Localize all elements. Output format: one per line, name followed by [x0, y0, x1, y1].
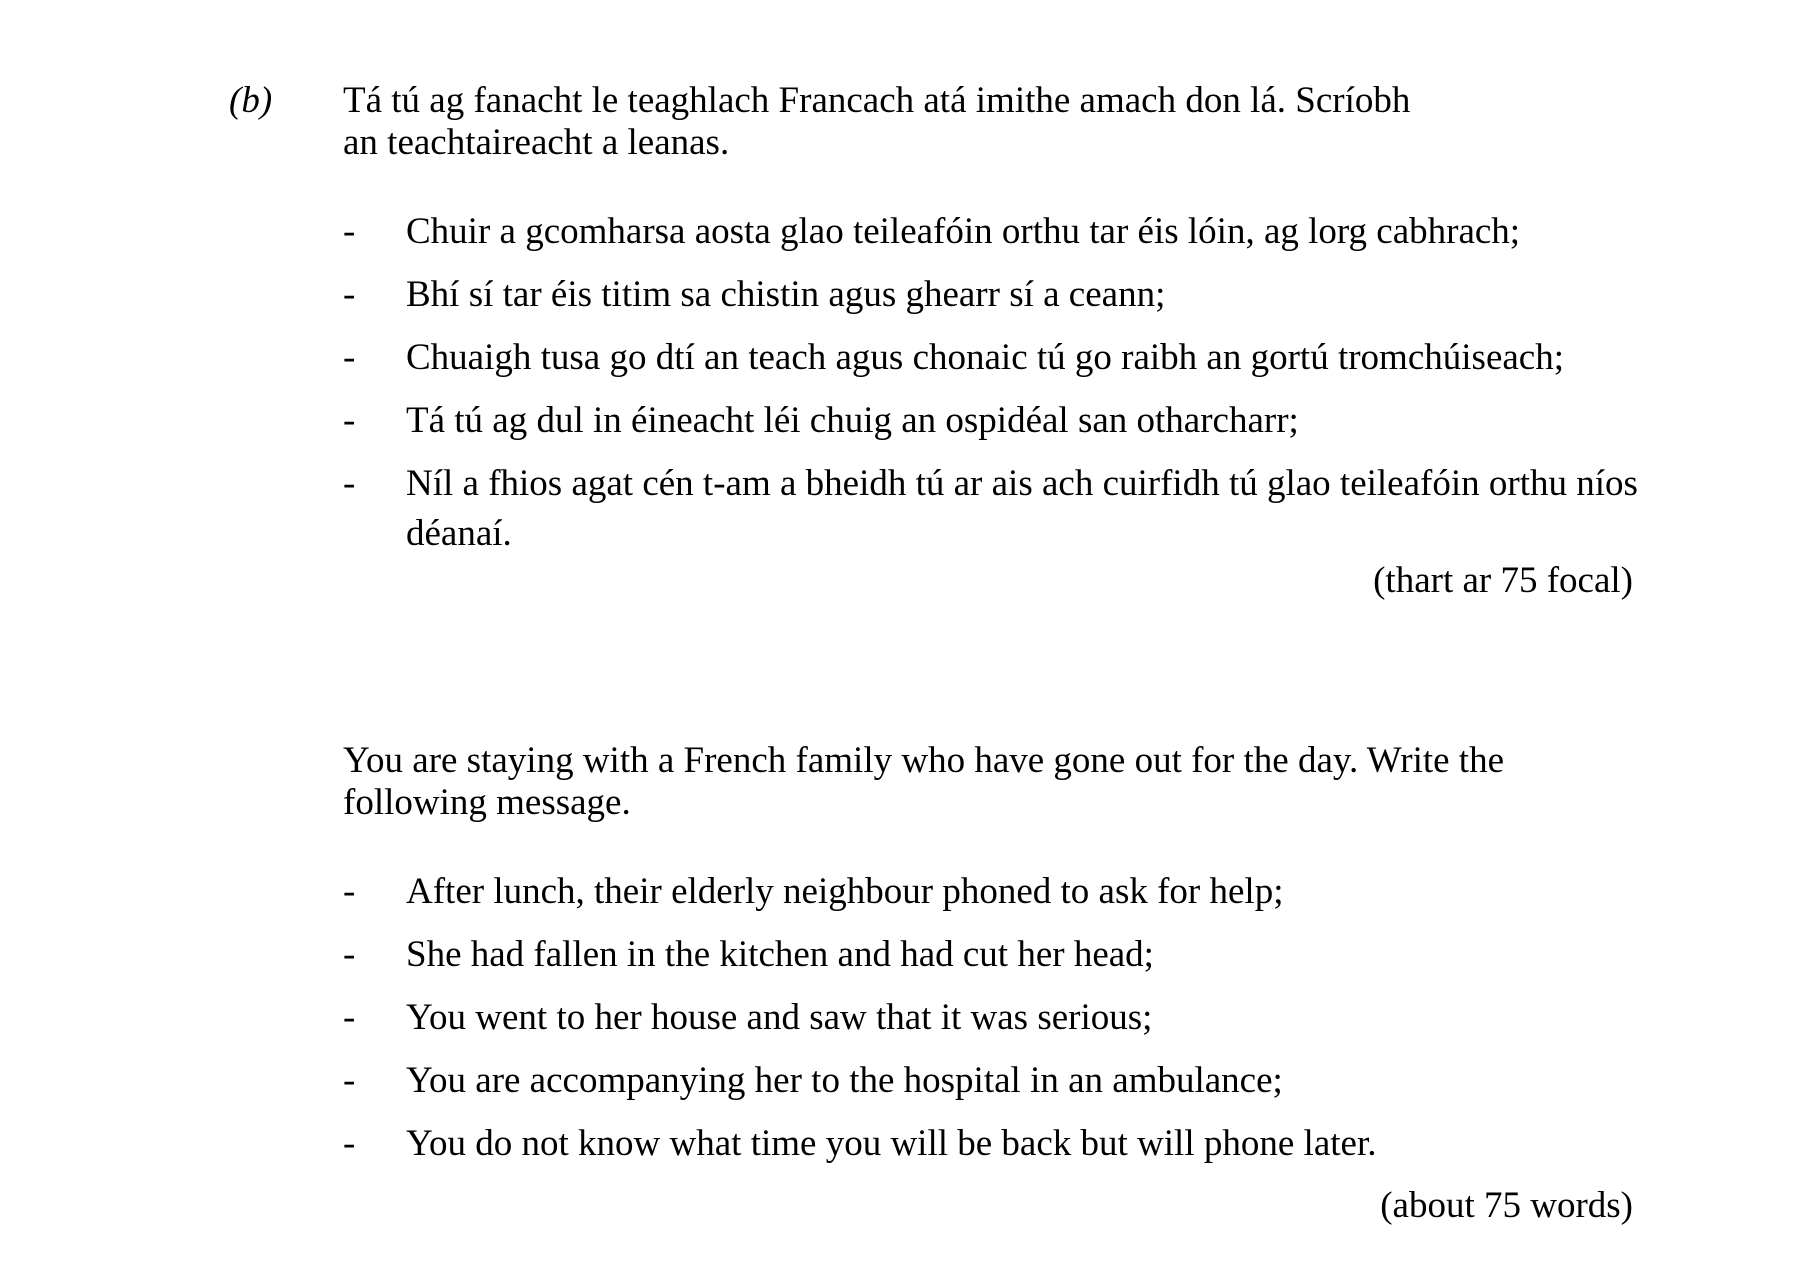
- english-bullet-item: [343, 993, 1643, 1043]
- bullet-dash: -: [343, 463, 356, 504]
- irish-bullet-text: Tá tú ag dul in éineacht léi chuig an ospidéal san otharcharr;: [406, 400, 1299, 441]
- irish-bullet-text: Bhí sí tar éis titim sa chistin agus ghearr sí a ceann;: [406, 274, 1166, 315]
- bullet-dash: -: [343, 274, 356, 315]
- english-bullet-text: You do not know what time you will be back but will phone later.: [406, 1123, 1377, 1164]
- english-bullet-text: She had fallen in the kitchen and had cut her head;: [406, 934, 1154, 975]
- english-bullet-item: [343, 930, 1643, 980]
- irish-bullet-item: [343, 333, 1643, 383]
- bullet-dash: -: [343, 1123, 356, 1164]
- english-bullet-item: [343, 1056, 1643, 1106]
- english-intro: [343, 740, 1643, 824]
- english-bullet-item: [343, 867, 1643, 917]
- irish-bullet-item: [343, 270, 1643, 320]
- irish-intro-line-2: an teachtaireacht a leanas.: [343, 122, 730, 163]
- english-bullet-list: [343, 867, 1643, 1182]
- irish-bullet-text: Chuaigh tusa go dtí an teach agus chonaic tú go raibh an gortú tromchúiseach;: [406, 337, 1564, 378]
- irish-bullet-text: Níl a fhios agat cén t-am a bheidh tú ar ais ach cuirfidh tú glao teileafóin orthu níos déanaí.: [406, 463, 1638, 554]
- irish-bullet-item: [343, 396, 1643, 446]
- irish-word-count: (thart ar 75 focal): [1373, 560, 1633, 601]
- bullet-dash: -: [343, 400, 356, 441]
- bullet-dash: -: [343, 997, 356, 1038]
- english-intro-line-1: You are staying with a French family who have gone out for the day. Write the: [343, 740, 1505, 781]
- english-bullet-text: After lunch, their elderly neighbour phoned to ask for help;: [406, 871, 1284, 912]
- irish-bullet-item: [343, 207, 1643, 257]
- bullet-dash: -: [343, 337, 356, 378]
- irish-intro: [343, 80, 1643, 164]
- english-bullet-text: You went to her house and saw that it was serious;: [406, 997, 1153, 1038]
- irish-intro-line-1: Tá tú ag fanacht le teaghlach Francach atá imithe amach don lá. Scríobh: [343, 80, 1411, 121]
- question-label: (b): [229, 80, 273, 121]
- irish-bullet-list: [343, 207, 1643, 572]
- english-word-count: (about 75 words): [1380, 1185, 1633, 1226]
- irish-bullet-text: Chuir a gcomharsa aosta glao teileafóin orthu tar éis lóin, ag lorg cabhrach;: [406, 211, 1521, 252]
- bullet-dash: -: [343, 871, 356, 912]
- irish-bullet-item: [343, 459, 1643, 559]
- english-bullet-item: [343, 1119, 1643, 1169]
- bullet-dash: -: [343, 934, 356, 975]
- bullet-dash: -: [343, 1060, 356, 1101]
- english-bullet-text: You are accompanying her to the hospital in an ambulance;: [406, 1060, 1283, 1101]
- english-intro-line-2: following message.: [343, 782, 631, 823]
- bullet-dash: -: [343, 211, 356, 252]
